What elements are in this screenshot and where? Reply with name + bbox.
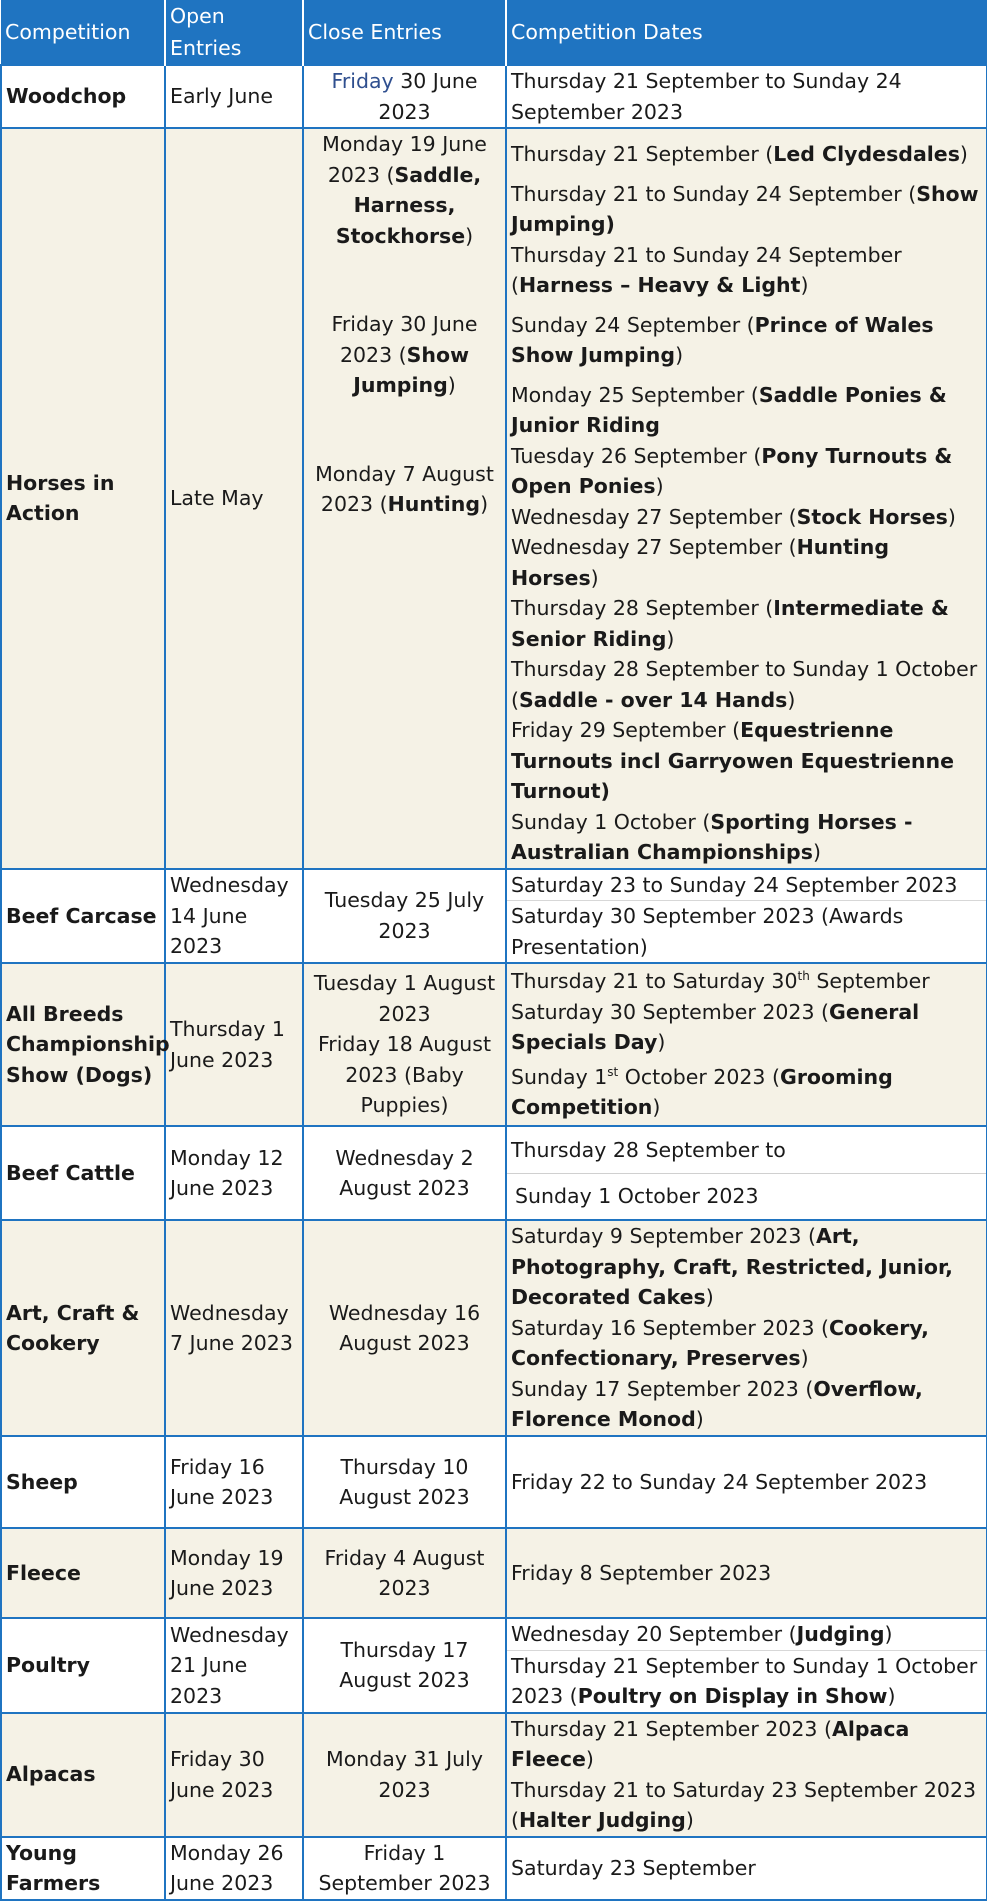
date-line: Sunday 1 October (Sporting Horses - Australian Championships) (511, 809, 913, 864)
close-entries: Friday 4 August 2023 (303, 1528, 506, 1618)
date-line: Saturday 30 September 2023 (General Specials Day) (511, 999, 920, 1055)
date-line: Friday 22 to Sunday 24 September 2023 (511, 1469, 928, 1494)
close-entries: Wednesday 2 August 2023 (303, 1126, 506, 1220)
close-entries: Wednesday 16 August 2023 (303, 1220, 506, 1436)
competition-name: Art, Craft & Cookery (1, 1220, 165, 1436)
close-entries (303, 65, 506, 128)
open-entries: Friday 16 June 2023 (165, 1436, 303, 1528)
date-line: Thursday 28 September (Intermediate & Senior Riding) (511, 596, 949, 651)
competition-dates (506, 1713, 987, 1837)
date-line: Thursday 28 September to (511, 1138, 786, 1162)
date-line: Wednesday 20 September (Judging) (511, 1622, 893, 1646)
competition-name: Horses in Action (1, 128, 165, 869)
close-entries-day: Friday (331, 69, 394, 93)
date-line: Sunday 17 September 2023 (Overflow, Florence Monod) (511, 1376, 923, 1432)
close-entry-line: Monday 19 June 2023 (Saddle, Harness, Stockhorse) (322, 132, 487, 248)
date-line: Thursday 28 September to Sunday 1 October (Saddle - over 14 Hands) (511, 657, 978, 712)
date-line: Saturday 16 September 2023 (Cookery, Confectionary, Preserves) (511, 1315, 929, 1371)
date-line: Monday 25 September (Saddle Ponies & Junior Riding (511, 382, 947, 437)
date-line: Sunday 1 October 2023 (507, 1173, 986, 1212)
date-line: Thursday 21 to Saturday 30th September (511, 969, 930, 994)
table-row-woodchop (1, 65, 987, 128)
close-entry-line: Tuesday 1 August 2023 (313, 971, 496, 1026)
competition-dates (506, 128, 987, 869)
close-entry-line: Friday 30 June 2023 (Show Jumping) (331, 312, 478, 397)
competition-name: Woodchop (1, 65, 165, 128)
competition-name: Sheep (1, 1436, 165, 1528)
date-line: Wednesday 27 September (Stock Horses) (511, 504, 956, 529)
open-entries: Friday 30 June 2023 (165, 1713, 303, 1837)
competition-name: Beef Cattle (1, 1126, 165, 1220)
col-header-close-entries: Close Entries (303, 0, 506, 65)
table-row-art-craft-cookery (1, 1220, 987, 1436)
date-line: Friday 8 September 2023 (511, 1560, 772, 1585)
col-header-competition-dates: Competition Dates (506, 0, 987, 65)
open-entries: Monday 26 June 2023 (165, 1837, 303, 1900)
date-line: Thursday 21 to Saturday 23 September 2023 (Halter Judging) (511, 1777, 977, 1832)
competition-dates (506, 1436, 987, 1528)
table-row-beef-cattle (1, 1126, 987, 1220)
table-row-horses-in-action (1, 128, 987, 869)
col-header-open-entries: Open Entries (165, 0, 303, 65)
competition-name: Alpacas (1, 1713, 165, 1837)
competition-dates (506, 65, 987, 128)
close-entries (303, 963, 506, 1126)
date-line: Thursday 21 September to Sunday 24 September 2023 (511, 69, 902, 124)
competition-dates (506, 963, 987, 1126)
close-entry-line: Friday 18 August 2023 (Baby Puppies) (318, 1032, 491, 1118)
open-entries: Wednesday 21 June 2023 (165, 1618, 303, 1713)
date-line: Saturday 23 September (511, 1855, 756, 1880)
competition-name: All Breeds Championship Show (Dogs) (1, 963, 165, 1126)
open-entries: Monday 19 June 2023 (165, 1528, 303, 1618)
date-line: Sunday 1st October 2023 (Grooming Competition) (511, 1064, 893, 1120)
close-entries: Thursday 17 August 2023 (303, 1618, 506, 1713)
competition-name: Beef Carcase (1, 869, 165, 964)
date-line: Thursday 21 to Sunday 24 September (Harness – Heavy & Light) (511, 242, 902, 297)
competition-dates (506, 1618, 987, 1713)
date-line: Thursday 21 September to Sunday 1 October 2023 (Poultry on Display in Show) (507, 1650, 986, 1712)
competition-name: Poultry (1, 1618, 165, 1713)
close-entries: Friday 1 September 2023 (303, 1837, 506, 1900)
close-entries (303, 128, 506, 869)
table-row-beef-carcase (1, 869, 987, 964)
date-line: Sunday 24 September (Prince of Wales Show Jumping) (511, 312, 934, 367)
header-row (1, 0, 987, 65)
close-entries-date: 30 June 2023 (378, 69, 478, 124)
close-entries: Tuesday 25 July 2023 (303, 869, 506, 964)
open-entries: Monday 12 June 2023 (165, 1126, 303, 1220)
date-line: Wednesday 27 September (Hunting Horses) (511, 535, 890, 590)
date-line: Thursday 21 September (Led Clydesdales) (511, 142, 968, 166)
competition-dates (506, 1528, 987, 1618)
competition-dates (506, 869, 987, 964)
table-row-alpacas (1, 1713, 987, 1837)
date-line: Saturday 9 September 2023 (Art, Photography, Craft, Restricted, Junior, Decorated Cakes) (511, 1224, 953, 1310)
date-line: Thursday 21 September 2023 (Alpaca Fleece) (511, 1716, 910, 1771)
competition-dates (506, 1126, 987, 1220)
table-row-sheep (1, 1436, 987, 1528)
competition-dates (506, 1837, 987, 1900)
competition-name: Fleece (1, 1528, 165, 1618)
competition-dates (506, 1220, 987, 1436)
open-entries: Thursday 1 June 2023 (165, 963, 303, 1126)
open-entries: Late May (165, 128, 303, 869)
date-line: Saturday 30 September 2023 (Awards Presentation) (507, 900, 986, 962)
date-line: Thursday 21 to Sunday 24 September (Show Jumping) (511, 181, 979, 236)
table-row-poultry (1, 1618, 987, 1713)
date-line: Friday 29 September (Equestrienne Turnouts incl Garryowen Equestrienne Turnout) (511, 718, 954, 803)
table-row-all-breeds-dogs (1, 963, 987, 1126)
date-line: Tuesday 26 September (Pony Turnouts & Open Ponies) (511, 443, 953, 498)
open-entries: Early June (165, 65, 303, 128)
close-entries: Thursday 10 August 2023 (303, 1436, 506, 1528)
open-entries: Wednesday 7 June 2023 (165, 1220, 303, 1436)
col-header-competition: Competition (1, 0, 165, 65)
open-entries: Wednesday 14 June 2023 (165, 869, 303, 964)
date-line: Saturday 23 to Sunday 24 September 2023 (511, 872, 958, 897)
competition-name: Young Farmers (1, 1837, 165, 1900)
close-entry-line: Monday 7 August 2023 (Hunting) (315, 461, 494, 516)
table-row-fleece (1, 1528, 987, 1618)
close-entries: Monday 31 July 2023 (303, 1713, 506, 1837)
table-row-young-farmers (1, 1837, 987, 1900)
